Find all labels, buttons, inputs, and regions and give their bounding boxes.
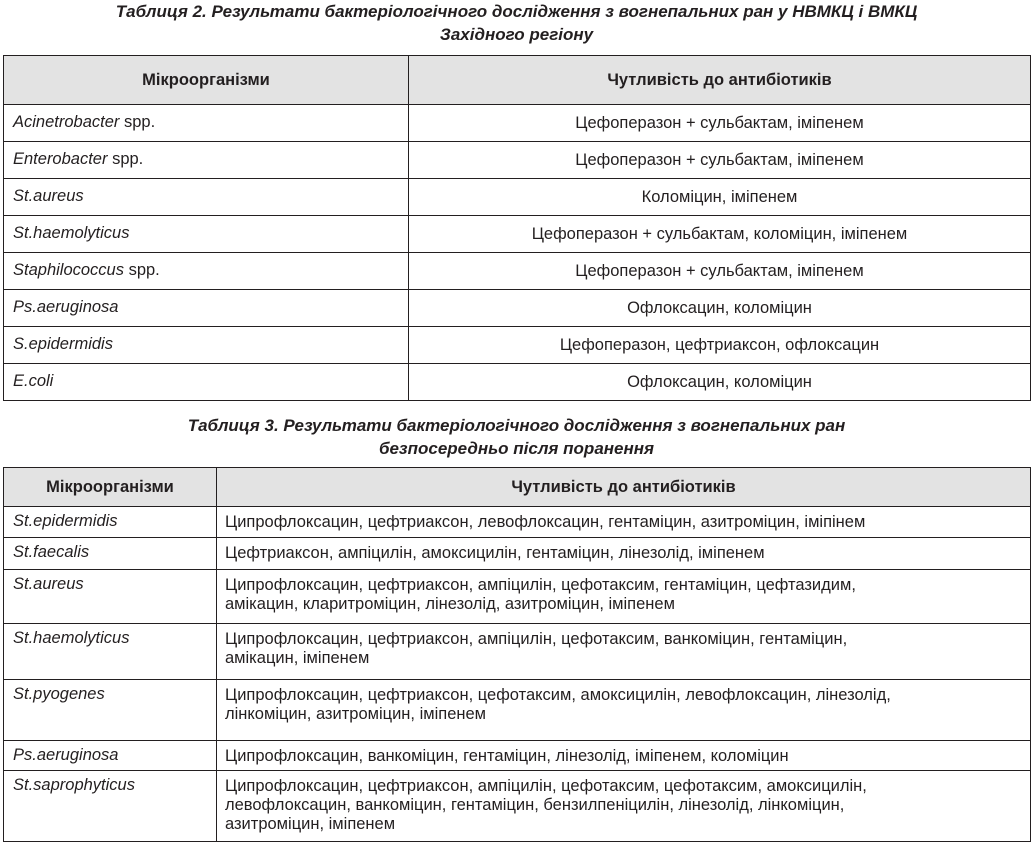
organism-cell: St.pyogenes [4, 680, 217, 741]
antibiotics-line: Ципрофлоксацин, цефтриаксон, ампіцилін, цефотаксим, гентаміцин, цефтазидим, [225, 576, 856, 594]
organism-cell [4, 290, 409, 327]
antibiotics-cell: Цефоперазон, цефтриаксон, офлоксацин [409, 327, 1031, 364]
antibiotics-line: Цефтриаксон, ампіцилін, амоксицилін, гентаміцин, лінезолід, іміпенем [225, 544, 765, 562]
organism-suffix: spp. [119, 112, 156, 131]
table-row [4, 105, 1031, 142]
organism-cell: St.aureus [4, 570, 217, 624]
organism-cell: St.epidermidis [4, 507, 217, 538]
organism-cell [4, 327, 409, 364]
organism-cell [4, 364, 409, 401]
antibiotics-line: лінкоміцин, азитроміцин, іміпенем [225, 705, 487, 723]
antibiotics-line: Ципрофлоксацин, цефтриаксон, ампіцилін, цефотаксим, цефотаксим, амоксицилін, [225, 777, 867, 795]
table3-header-organism: Мікроорганізми [4, 468, 217, 507]
table3-header-row [4, 468, 1031, 507]
antibiotics-cell: Цефоперазон + сульбактам, іміпенем [409, 253, 1031, 290]
organism-name: St.haemolyticus [13, 223, 130, 242]
table-row [4, 507, 1031, 538]
organism-name: Ps.aeruginosa [13, 297, 119, 316]
antibiotics-line: левофлоксацин, ванкоміцин, гентаміцин, бензилпеніцилін, лінезолід, лінкоміцин, [225, 796, 845, 814]
organism-cell: St.faecalis [4, 538, 217, 570]
antibiotics-line: амікацин, іміпенем [225, 649, 370, 667]
table2-header-row [4, 56, 1031, 105]
table3 [3, 467, 1031, 842]
organism-name: Enterobacter [13, 149, 108, 168]
antibiotics-cell [217, 538, 1031, 570]
antibiotics-line: Ципрофлоксацин, цефтриаксон, левофлоксацин, гентаміцин, азитроміцин, іміпінем [225, 513, 866, 531]
organism-cell [4, 105, 409, 142]
table2-header-organism: Мікроорганізми [4, 56, 409, 105]
organism-suffix: spp. [107, 149, 144, 168]
table2-caption-line2: Західного регіону [439, 25, 594, 44]
organism-cell: St.haemolyticus [4, 624, 217, 680]
antibiotics-cell: Цефоперазон + сульбактам, іміпенем [409, 105, 1031, 142]
table2-caption [0, 0, 1033, 46]
antibiotics-cell [217, 741, 1031, 771]
organism-name: E.coli [13, 371, 54, 390]
antibiotics-cell [217, 680, 1031, 741]
antibiotics-cell [217, 624, 1031, 680]
table-row [4, 538, 1031, 570]
table2-caption-line1: Таблиця 2. Результати бактеріологічного дослідження з вогнепальних ран у НВМКЦ і ВМКЦ [115, 2, 918, 21]
table3-header-antibiotics: Чутливість до антибіотиків [217, 468, 1031, 507]
antibiotics-line: Ципрофлоксацин, цефтриаксон, цефотаксим, амоксицилін, левофлоксацин, лінезолід, [225, 686, 891, 704]
antibiotics-cell: Офлоксацин, коломіцин [409, 290, 1031, 327]
table-row [4, 741, 1031, 771]
table-row [4, 570, 1031, 624]
table-row [4, 624, 1031, 680]
table3-body [4, 507, 1031, 842]
table-row [4, 364, 1031, 401]
table-row [4, 216, 1031, 253]
table3-caption-line2: безпосередньо після поранення [378, 439, 655, 458]
antibiotics-cell: Цефоперазон + сульбактам, іміпенем [409, 142, 1031, 179]
antibiotics-line: Ципрофлоксацин, ванкоміцин, гентаміцин, лінезолід, іміпенем, коломіцин [225, 747, 789, 765]
table2-body [4, 105, 1031, 401]
antibiotics-cell [217, 771, 1031, 842]
table-row [4, 253, 1031, 290]
table2-header-antibiotics: Чутливість до антибіотиків [409, 56, 1031, 105]
antibiotics-cell [217, 570, 1031, 624]
organism-cell [4, 253, 409, 290]
table-row [4, 771, 1031, 842]
organism-cell [4, 142, 409, 179]
organism-name: Staphilococcus [13, 260, 124, 279]
organism-name: S.epidermidis [13, 334, 113, 353]
antibiotics-line: амікацин, кларитроміцин, лінезолід, азитроміцин, іміпенем [225, 595, 675, 613]
table-row [4, 142, 1031, 179]
table-row [4, 680, 1031, 741]
antibiotics-cell: Коломіцин, іміпенем [409, 179, 1031, 216]
antibiotics-cell [217, 507, 1031, 538]
antibiotics-cell: Офлоксацин, коломіцин [409, 364, 1031, 401]
organism-cell: St.saprophyticus [4, 771, 217, 842]
organism-name: Acinetrobacter [13, 112, 120, 131]
antibiotics-cell: Цефоперазон + сульбактам, коломіцин, іміпенем [409, 216, 1031, 253]
organism-suffix: spp. [123, 260, 160, 279]
table-row [4, 327, 1031, 364]
antibiotics-line: Ципрофлоксацин, цефтриаксон, ампіцилін, цефотаксим, ванкоміцин, гентаміцин, [225, 630, 848, 648]
organism-name: St.aureus [13, 186, 84, 205]
table-row [4, 179, 1031, 216]
table3-caption [0, 414, 1033, 460]
organism-cell [4, 179, 409, 216]
table-row [4, 290, 1031, 327]
table2 [3, 55, 1031, 401]
organism-cell: Ps.aeruginosa [4, 741, 217, 771]
organism-cell [4, 216, 409, 253]
table3-caption-line1: Таблиця 3. Результати бактеріологічного дослідження з вогнепальних ран [187, 416, 846, 435]
antibiotics-line: азитроміцин, іміпенем [225, 815, 396, 833]
